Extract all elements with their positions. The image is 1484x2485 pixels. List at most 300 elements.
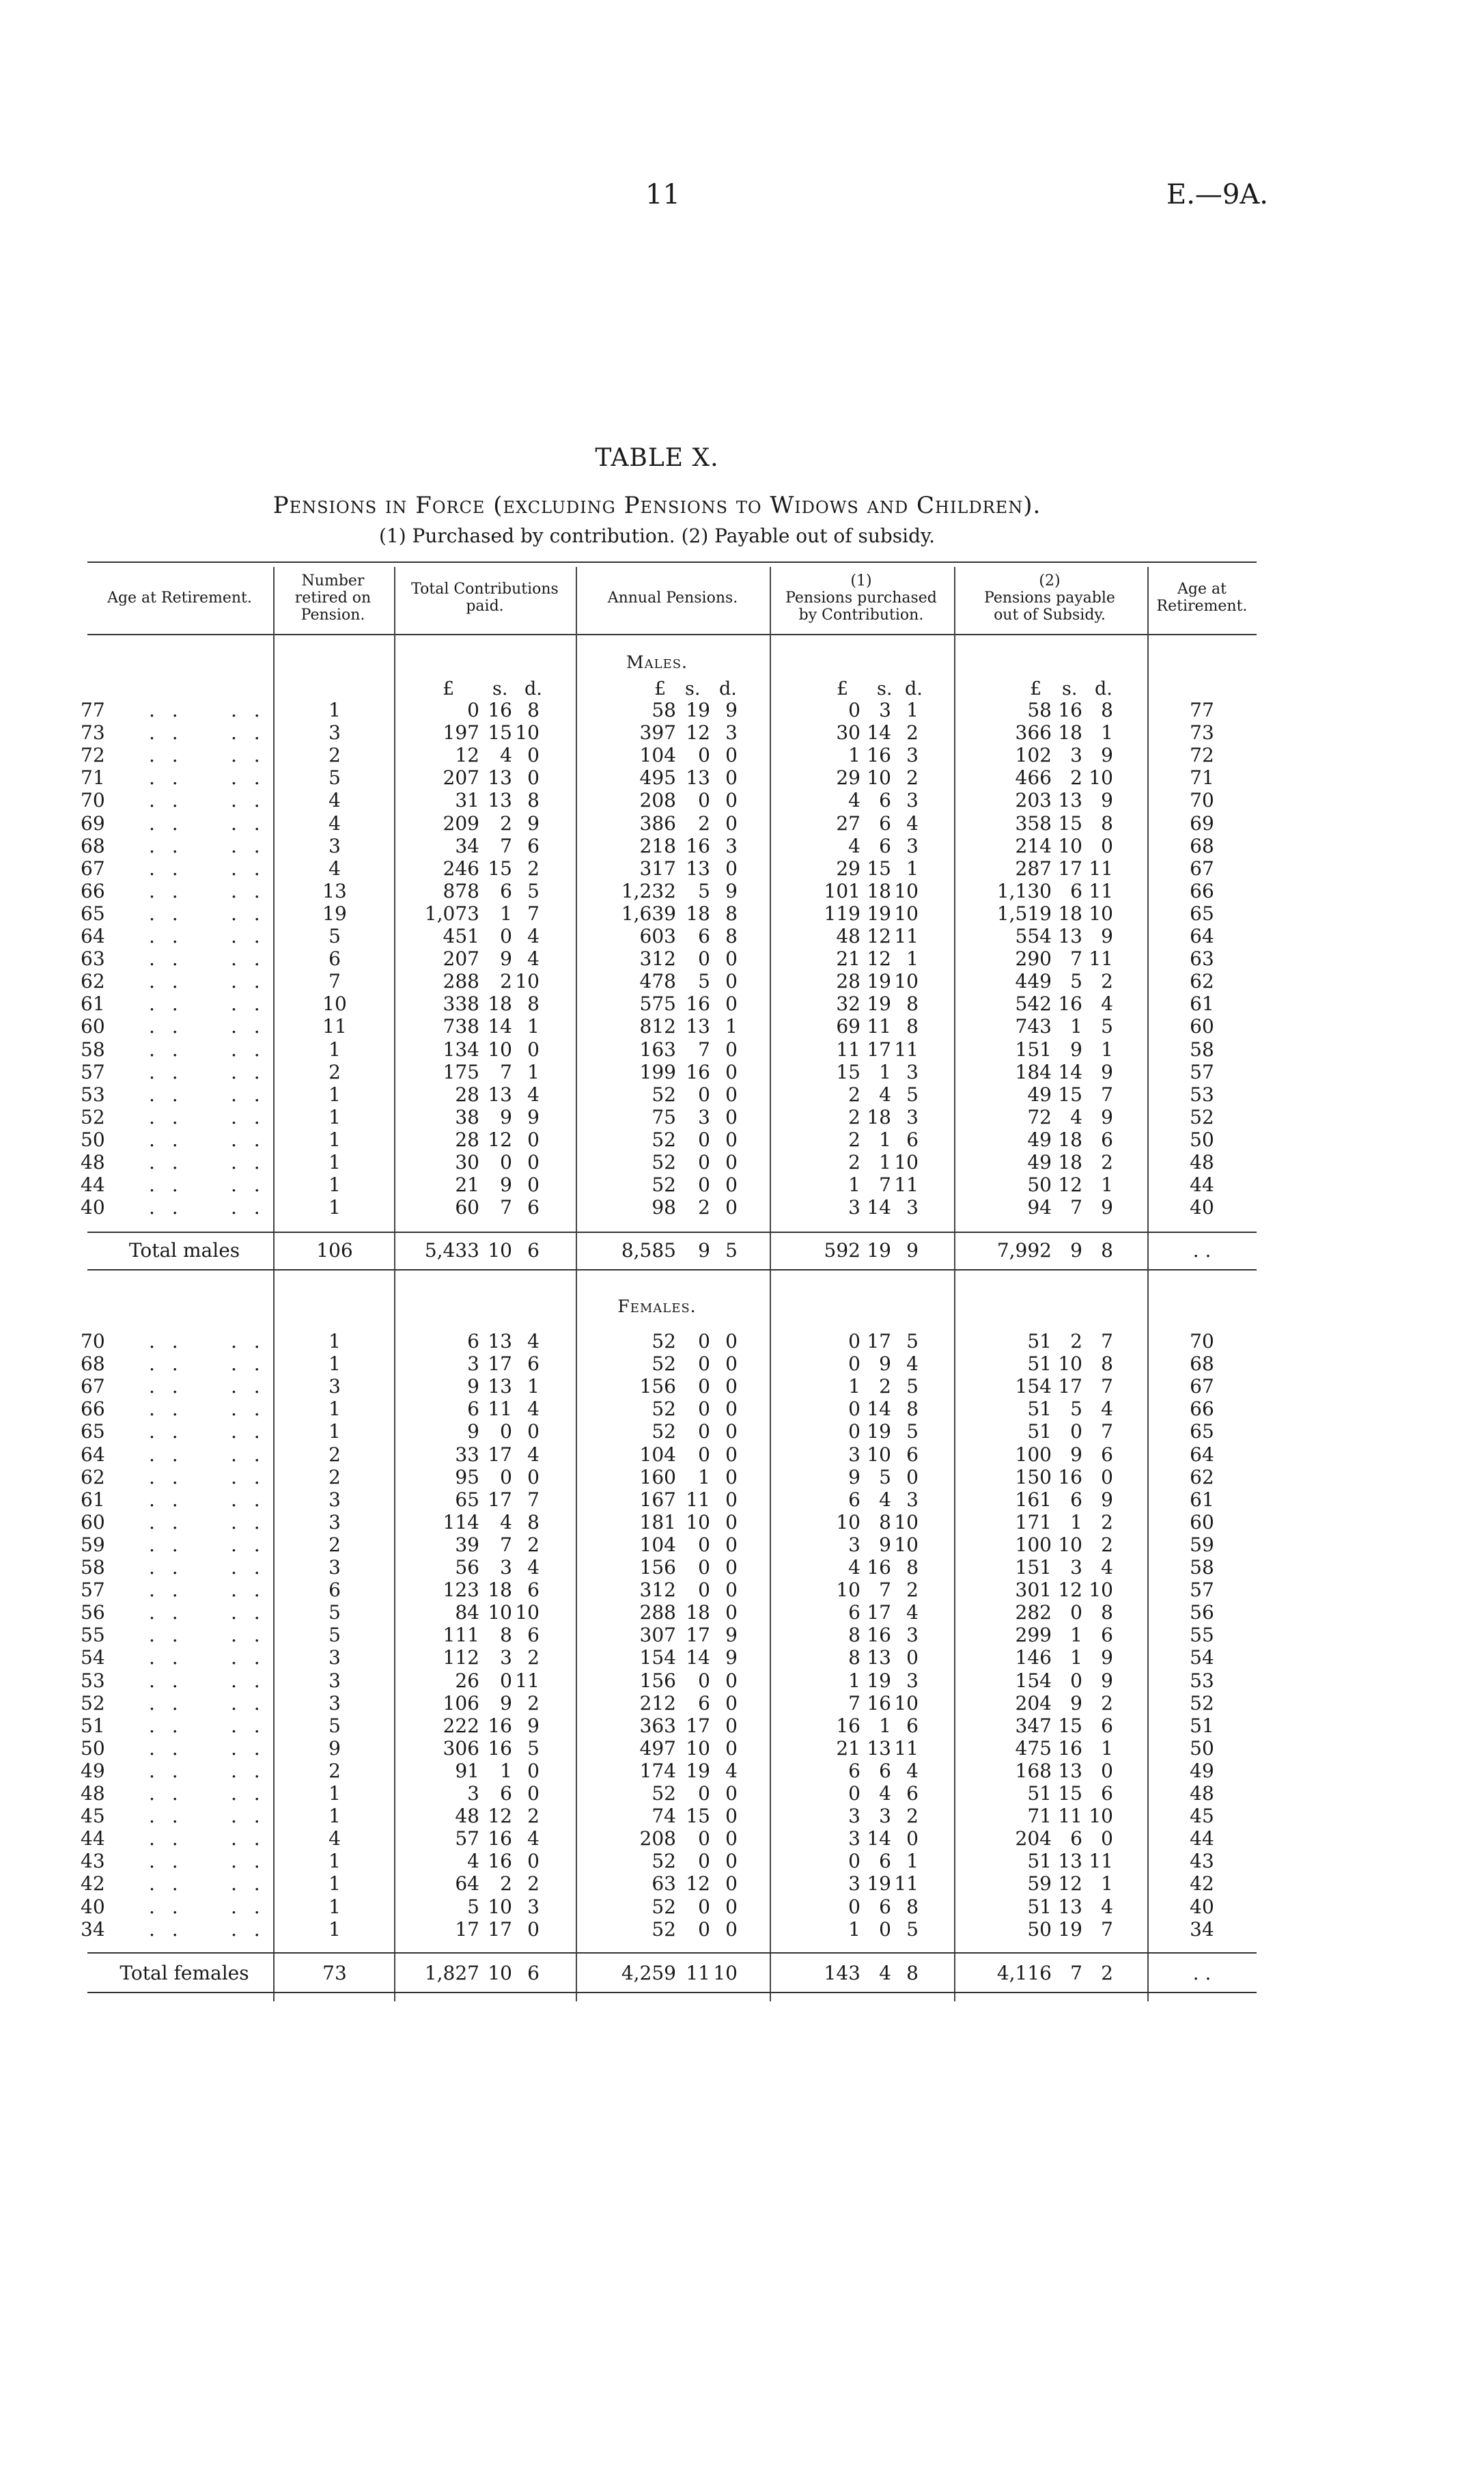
contributions-pounds: 26	[455, 1669, 479, 1692]
contributions-shillings: 7	[500, 1533, 512, 1556]
purchased-pension-pence: 10	[894, 902, 919, 925]
purchased-pension-pence: 0	[906, 1646, 919, 1669]
age-at-retirement: 59	[81, 1533, 105, 1556]
age-at-retirement: 57	[81, 1060, 105, 1083]
contributions-pounds: 91	[455, 1759, 479, 1782]
contributions-pounds: 5,433	[424, 1239, 479, 1262]
payable-pension-pence: 2	[1101, 1533, 1113, 1556]
payable-pension-shillings: 18	[1058, 1128, 1082, 1151]
table-row	[0, 1128, 1484, 1151]
unit-pence: d.	[905, 678, 923, 699]
age-at-retirement: 68	[81, 834, 105, 857]
annual-pension-shillings: 15	[686, 1805, 710, 1828]
payable-pension-pounds: 102	[1015, 744, 1052, 767]
contributions-pence: 1	[527, 1375, 540, 1398]
dot-leader: . .	[231, 1759, 266, 1782]
annual-pension-pounds: 478	[639, 970, 676, 993]
payable-pension-pounds: 100	[1015, 1443, 1052, 1466]
purchased-pension-pence: 2	[906, 721, 919, 745]
annual-pension-shillings: 0	[698, 1083, 710, 1106]
age-at-retirement-right: 67	[1190, 1375, 1214, 1398]
age-at-retirement: 58	[81, 1556, 105, 1579]
purchased-pension-pounds: 2	[848, 1105, 860, 1128]
purchased-pension-pounds: 3	[848, 1443, 860, 1466]
contributions-pounds: 246	[443, 857, 479, 880]
purchased-pension-pence: 5	[906, 1917, 919, 1941]
payable-pension-pence: 4	[1101, 1895, 1113, 1918]
annual-pension-shillings: 0	[698, 1895, 710, 1918]
contributions-pence: 2	[527, 1646, 540, 1669]
contributions-pounds: 65	[455, 1488, 479, 1511]
purchased-pension-pence: 10	[894, 1151, 919, 1174]
table-row	[0, 1692, 1484, 1714]
dot-leader: . .	[231, 857, 266, 880]
payable-pension-pounds: 50	[1027, 1174, 1052, 1197]
payable-pension-shillings: 11	[1058, 1805, 1082, 1828]
table-row	[0, 1556, 1484, 1579]
payable-pension-pounds: 743	[1015, 1015, 1052, 1038]
contributions-pence: 8	[527, 699, 540, 721]
annual-pension-pence: 0	[725, 1352, 738, 1376]
age-at-retirement: 50	[81, 1128, 105, 1151]
annual-pension-pence: 0	[725, 992, 738, 1016]
contributions-shillings: 13	[488, 1083, 512, 1106]
purchased-pension-pounds: 4	[848, 834, 860, 857]
annual-pension-shillings: 18	[686, 902, 710, 925]
payable-pension-shillings: 12	[1058, 1174, 1082, 1197]
number-retired: 1	[328, 1872, 341, 1896]
age-at-retirement-right: 52	[1190, 1691, 1214, 1714]
contributions-pounds: 878	[443, 879, 479, 902]
annual-pension-pence: 0	[725, 1872, 738, 1896]
payable-pension-shillings: 7	[1070, 1962, 1082, 1984]
purchased-pension-pence: 6	[906, 1443, 919, 1466]
payable-pension-pounds: 301	[1015, 1579, 1052, 1602]
age-at-retirement-right: 67	[1190, 857, 1214, 880]
payable-pension-pounds: 94	[1027, 1196, 1052, 1219]
table-row	[0, 1918, 1484, 1941]
dot-leader: . .	[231, 1714, 266, 1737]
payable-pension-shillings: 12	[1058, 1579, 1082, 1602]
col-header-number: Number retired on Pension.	[294, 572, 372, 624]
dot-leader: . .	[231, 1556, 266, 1579]
contributions-pounds: 306	[443, 1736, 479, 1760]
purchased-pension-shillings: 16	[867, 1624, 891, 1647]
purchased-pension-shillings: 13	[867, 1736, 891, 1760]
contributions-shillings: 0	[500, 1669, 512, 1692]
dot-leader: . .	[149, 811, 184, 835]
contributions-shillings: 16	[488, 1736, 512, 1760]
annual-pension-pounds: 52	[652, 1917, 676, 1941]
number-retired: 6	[328, 947, 341, 971]
payable-pension-pounds: 1,519	[996, 902, 1052, 925]
purchased-pension-pence: 1	[906, 1850, 919, 1873]
payable-pension-shillings: 14	[1058, 1060, 1082, 1083]
contributions-pounds: 222	[443, 1714, 479, 1737]
payable-pension-pence: 5	[1101, 1015, 1113, 1038]
annual-pension-shillings: 13	[686, 857, 710, 880]
purchased-pension-pounds: 32	[836, 992, 860, 1016]
annual-pension-shillings: 0	[698, 1443, 710, 1466]
annual-pension-pence: 0	[725, 1579, 738, 1602]
header-top-rule	[87, 561, 1257, 563]
payable-pension-pence: 4	[1101, 1556, 1113, 1579]
annual-pension-pence: 0	[725, 1465, 738, 1488]
purchased-pension-shillings: 3	[879, 1805, 891, 1828]
contributions-shillings: 10	[488, 1038, 512, 1061]
payable-pension-pence: 2	[1101, 1962, 1113, 1984]
annual-pension-pounds: 52	[652, 1128, 676, 1151]
annual-pension-pounds: 495	[639, 766, 676, 790]
dot-leader: . .	[149, 1805, 184, 1828]
dot-leader: . .	[149, 1510, 184, 1533]
payable-pension-pence: 10	[1089, 902, 1113, 925]
number-retired: 73	[322, 1962, 347, 1984]
dot-leader: . .	[231, 1015, 266, 1038]
age-at-retirement-right: 57	[1190, 1579, 1214, 1602]
purchased-pension-pounds: 3	[848, 1872, 860, 1896]
age-at-retirement-right: 57	[1190, 1060, 1214, 1083]
age-at-retirement-right: 73	[1190, 721, 1214, 745]
table-row	[0, 1398, 1484, 1420]
purchased-pension-shillings: 17	[867, 1038, 891, 1061]
dot-leader: . .	[149, 1465, 184, 1488]
dot-leader: . .	[149, 1420, 184, 1443]
annual-pension-pounds: 52	[652, 1174, 676, 1197]
payable-pension-shillings: 0	[1070, 1420, 1082, 1443]
table-row	[0, 1646, 1484, 1669]
purchased-pension-shillings: 19	[867, 1420, 891, 1443]
age-at-retirement: 61	[81, 1488, 105, 1511]
dot-leader: . .	[231, 1691, 266, 1714]
purchased-pension-pounds: 1	[848, 1669, 860, 1692]
payable-pension-pence: 9	[1101, 744, 1113, 767]
annual-pension-pence: 8	[725, 925, 738, 947]
number-retired: 2	[328, 1060, 341, 1083]
purchased-pension-pence: 6	[906, 1128, 919, 1151]
annual-pension-pounds: 52	[652, 1151, 676, 1174]
contributions-pence: 5	[527, 1736, 540, 1760]
dot-leader: . .	[149, 1736, 184, 1760]
dot-leader: . .	[149, 1895, 184, 1918]
purchased-pension-shillings: 16	[867, 1556, 891, 1579]
age-at-retirement: 67	[81, 857, 105, 880]
payable-pension-pence: 4	[1101, 1398, 1113, 1421]
payable-pension-shillings: 10	[1058, 1352, 1082, 1376]
purchased-pension-shillings: 14	[867, 1196, 891, 1219]
contributions-shillings: 10	[488, 1239, 512, 1262]
age-at-retirement-right: 48	[1190, 1151, 1214, 1174]
payable-pension-pounds: 554	[1015, 925, 1052, 947]
annual-pension-shillings: 0	[698, 1556, 710, 1579]
contributions-pence: 0	[527, 744, 540, 767]
age-at-retirement: 65	[81, 902, 105, 925]
contributions-shillings: 3	[500, 1646, 512, 1669]
payable-pension-shillings: 1	[1070, 1646, 1082, 1669]
annual-pension-pounds: 63	[652, 1872, 676, 1896]
purchased-pension-pounds: 7	[848, 1691, 860, 1714]
annual-pension-shillings: 0	[698, 1151, 710, 1174]
contributions-pounds: 9	[467, 1375, 479, 1398]
dot-leader: . .	[149, 1083, 184, 1106]
age-at-retirement-right: 60	[1190, 1510, 1214, 1533]
age-at-retirement: 77	[81, 699, 105, 721]
age-at-retirement-right: 50	[1190, 1128, 1214, 1151]
table-row	[0, 1083, 1484, 1106]
purchased-pension-pounds: 29	[836, 766, 860, 790]
payable-pension-pounds: 154	[1015, 1375, 1052, 1398]
dot-leader: . .	[231, 879, 266, 902]
contributions-shillings: 4	[500, 744, 512, 767]
age-at-retirement-right: 70	[1190, 789, 1214, 812]
contributions-shillings: 7	[500, 834, 512, 857]
purchased-pension-pence: 1	[906, 857, 919, 880]
annual-pension-shillings: 10	[686, 1736, 710, 1760]
table-subtitle: Pensions in Force (excluding Pensions to Widows and Children).	[272, 492, 1041, 519]
contributions-shillings: 10	[488, 1601, 512, 1624]
payable-pension-pounds: 50	[1027, 1917, 1052, 1941]
number-retired: 13	[322, 879, 347, 902]
payable-pension-pence: 0	[1101, 1759, 1113, 1782]
annual-pension-shillings: 0	[698, 1827, 710, 1850]
payable-pension-pence: 1	[1101, 1736, 1113, 1760]
dot-leader: . .	[231, 1398, 266, 1421]
dot-leader: . .	[231, 902, 266, 925]
table-row	[0, 1466, 1484, 1488]
dot-leader: . .	[231, 1624, 266, 1647]
payable-pension-pounds: 51	[1027, 1895, 1052, 1918]
purchased-pension-shillings: 10	[867, 1443, 891, 1466]
number-retired: 2	[328, 1443, 341, 1466]
annual-pension-shillings: 12	[686, 1872, 710, 1896]
contributions-pounds: 3	[467, 1352, 479, 1376]
contributions-pounds: 12	[455, 744, 479, 767]
purchased-pension-shillings: 6	[879, 1895, 891, 1918]
dot-leader: . .	[149, 1624, 184, 1647]
contributions-shillings: 12	[488, 1805, 512, 1828]
annual-pension-shillings: 5	[698, 879, 710, 902]
contributions-shillings: 18	[488, 1579, 512, 1602]
age-at-retirement: 67	[81, 1375, 105, 1398]
unit-pence: d.	[524, 678, 542, 699]
annual-pension-pounds: 4,259	[621, 1962, 676, 1984]
annual-pension-pounds: 52	[652, 1083, 676, 1106]
purchased-pension-pounds: 0	[848, 1420, 860, 1443]
age-at-retirement: 65	[81, 1420, 105, 1443]
age-at-retirement-right: 60	[1190, 1015, 1214, 1038]
payable-pension-pounds: 542	[1015, 992, 1052, 1016]
payable-pension-pence: 1	[1101, 1038, 1113, 1061]
age-at-retirement: 34	[81, 1917, 105, 1941]
purchased-pension-shillings: 14	[867, 1398, 891, 1421]
header-bottom-rule	[87, 634, 1257, 635]
total-row	[0, 1962, 1484, 1984]
payable-pension-pounds: 366	[1015, 721, 1052, 745]
payable-pension-pounds: 204	[1015, 1827, 1052, 1850]
dot-leader: . .	[231, 1827, 266, 1850]
contributions-pounds: 30	[455, 1151, 479, 1174]
purchased-pension-pounds: 3	[848, 1533, 860, 1556]
purchased-pension-pounds: 2	[848, 1083, 860, 1106]
purchased-pension-pounds: 2	[848, 1151, 860, 1174]
payable-pension-pence: 1	[1101, 721, 1113, 745]
purchased-pension-shillings: 13	[867, 1646, 891, 1669]
purchased-pension-pounds: 21	[836, 1736, 860, 1760]
contributions-shillings: 15	[488, 721, 512, 745]
contributions-pence: 4	[527, 1330, 540, 1352]
contributions-pence: 8	[527, 789, 540, 812]
contributions-shillings: 13	[488, 1375, 512, 1398]
purchased-pension-shillings: 4	[879, 1488, 891, 1511]
dot-leader: . .	[231, 789, 266, 812]
contributions-pounds: 64	[455, 1872, 479, 1896]
dot-leader: . .	[149, 970, 184, 993]
contributions-shillings: 2	[500, 970, 512, 993]
annual-pension-pence: 1	[725, 1015, 738, 1038]
payable-pension-pounds: 282	[1015, 1601, 1052, 1624]
age-at-retirement: 62	[81, 1465, 105, 1488]
table-row	[0, 1782, 1484, 1805]
payable-pension-pence: 7	[1101, 1330, 1113, 1352]
purchased-pension-pence: 5	[906, 1083, 919, 1106]
dot-leader: . .	[149, 902, 184, 925]
number-retired: 6	[328, 1579, 341, 1602]
dot-leader: . .	[149, 1375, 184, 1398]
purchased-pension-pounds: 29	[836, 857, 860, 880]
contributions-pence: 6	[527, 834, 540, 857]
purchased-pension-pounds: 1	[848, 1375, 860, 1398]
annual-pension-pounds: 104	[639, 744, 676, 767]
payable-pension-pounds: 154	[1015, 1669, 1052, 1692]
payable-pension-shillings: 12	[1058, 1872, 1082, 1896]
payable-pension-pence: 6	[1101, 1624, 1113, 1647]
annual-pension-shillings: 0	[698, 1420, 710, 1443]
contributions-pence: 4	[527, 1398, 540, 1421]
purchased-pension-shillings: 7	[879, 1174, 891, 1197]
purchased-pension-pence: 3	[906, 1196, 919, 1219]
payable-pension-shillings: 6	[1070, 1488, 1082, 1511]
table-row	[0, 1443, 1484, 1466]
payable-pension-shillings: 6	[1070, 879, 1082, 902]
number-retired: 3	[328, 1488, 341, 1511]
age-at-retirement: 62	[81, 970, 105, 993]
payable-pension-pence: 11	[1089, 857, 1113, 880]
annual-pension-pounds: 386	[639, 811, 676, 835]
dot-leader: . .	[231, 744, 266, 767]
contributions-pounds: 209	[443, 811, 479, 835]
contributions-pounds: 17	[455, 1917, 479, 1941]
age-at-retirement-right: 64	[1190, 1443, 1214, 1466]
annual-pension-pounds: 52	[652, 1352, 676, 1376]
purchased-pension-pence: 9	[906, 1239, 919, 1262]
contributions-shillings: 16	[488, 699, 512, 721]
purchased-pension-shillings: 10	[867, 766, 891, 790]
table-row	[0, 812, 1484, 835]
contributions-shillings: 3	[500, 1556, 512, 1579]
annual-pension-pence: 0	[725, 1782, 738, 1805]
purchased-pension-pounds: 0	[848, 1782, 860, 1805]
purchased-pension-pence: 6	[906, 1782, 919, 1805]
annual-pension-pounds: 156	[639, 1669, 676, 1692]
purchased-pension-pence: 0	[906, 1465, 919, 1488]
dot-leader: . .	[231, 699, 266, 721]
age-at-retirement-right: 53	[1190, 1083, 1214, 1106]
males-total-top-rule	[87, 1232, 1257, 1233]
table-row	[0, 1511, 1484, 1533]
purchased-pension-pounds: 4	[848, 789, 860, 812]
number-retired: 1	[328, 1174, 341, 1197]
payable-pension-pounds: 161	[1015, 1488, 1052, 1511]
annual-pension-shillings: 11	[686, 1488, 710, 1511]
purchased-pension-shillings: 6	[879, 1850, 891, 1873]
purchased-pension-pounds: 16	[836, 1714, 860, 1737]
age-at-retirement-right: 50	[1190, 1736, 1214, 1760]
contributions-pence: 2	[527, 857, 540, 880]
purchased-pension-pounds: 0	[848, 1895, 860, 1918]
payable-pension-pounds: 168	[1015, 1759, 1052, 1782]
table-row	[0, 1737, 1484, 1760]
annual-pension-shillings: 0	[698, 1850, 710, 1873]
dot-leader: . .	[231, 970, 266, 993]
purchased-pension-pence: 4	[906, 1759, 919, 1782]
purchased-pension-pence: 3	[906, 834, 919, 857]
annual-pension-pence: 0	[725, 1330, 738, 1352]
payable-pension-pounds: 449	[1015, 970, 1052, 993]
annual-pension-shillings: 0	[698, 1330, 710, 1352]
purchased-pension-pence: 8	[906, 1962, 919, 1984]
payable-pension-shillings: 18	[1058, 1151, 1082, 1174]
contributions-shillings: 10	[488, 1962, 512, 1984]
purchased-pension-pounds: 0	[848, 1330, 860, 1352]
annual-pension-pounds: 52	[652, 1850, 676, 1873]
contributions-pounds: 28	[455, 1128, 479, 1151]
payable-pension-pounds: 51	[1027, 1398, 1052, 1421]
payable-pension-shillings: 0	[1070, 1601, 1082, 1624]
contributions-pounds: 338	[443, 992, 479, 1016]
annual-pension-pounds: 174	[639, 1759, 676, 1782]
purchased-pension-shillings: 12	[867, 925, 891, 947]
age-at-retirement-right: 61	[1190, 992, 1214, 1016]
dot-leader: . .	[231, 834, 266, 857]
males-total-bottom-rule	[87, 1269, 1257, 1271]
dot-leader: . .	[231, 947, 266, 971]
table-row	[0, 1850, 1484, 1872]
purchased-pension-shillings: 1	[879, 1151, 891, 1174]
annual-pension-pence: 0	[725, 1691, 738, 1714]
total-label: Total males	[128, 1239, 240, 1262]
purchased-pension-shillings: 6	[879, 811, 891, 835]
age-at-retirement-right: 77	[1190, 699, 1214, 721]
annual-pension-pounds: 52	[652, 1420, 676, 1443]
payable-pension-shillings: 18	[1058, 902, 1082, 925]
annual-pension-shillings: 0	[698, 1782, 710, 1805]
purchased-pension-pounds: 0	[848, 1398, 860, 1421]
payable-pension-shillings: 13	[1058, 1759, 1082, 1782]
table-row	[0, 1601, 1484, 1624]
payable-pension-pence: 7	[1101, 1420, 1113, 1443]
contributions-shillings: 9	[500, 1691, 512, 1714]
annual-pension-pence: 0	[725, 1151, 738, 1174]
purchased-pension-pence: 6	[906, 1714, 919, 1737]
dot-leader: . .	[231, 1805, 266, 1828]
annual-pension-pounds: 312	[639, 947, 676, 971]
table-row	[0, 1714, 1484, 1737]
number-retired: 3	[328, 1691, 341, 1714]
purchased-pension-shillings: 18	[867, 1105, 891, 1128]
contributions-shillings: 17	[488, 1443, 512, 1466]
age-at-retirement-right: 63	[1190, 947, 1214, 971]
dot-leader: . .	[149, 1398, 184, 1421]
